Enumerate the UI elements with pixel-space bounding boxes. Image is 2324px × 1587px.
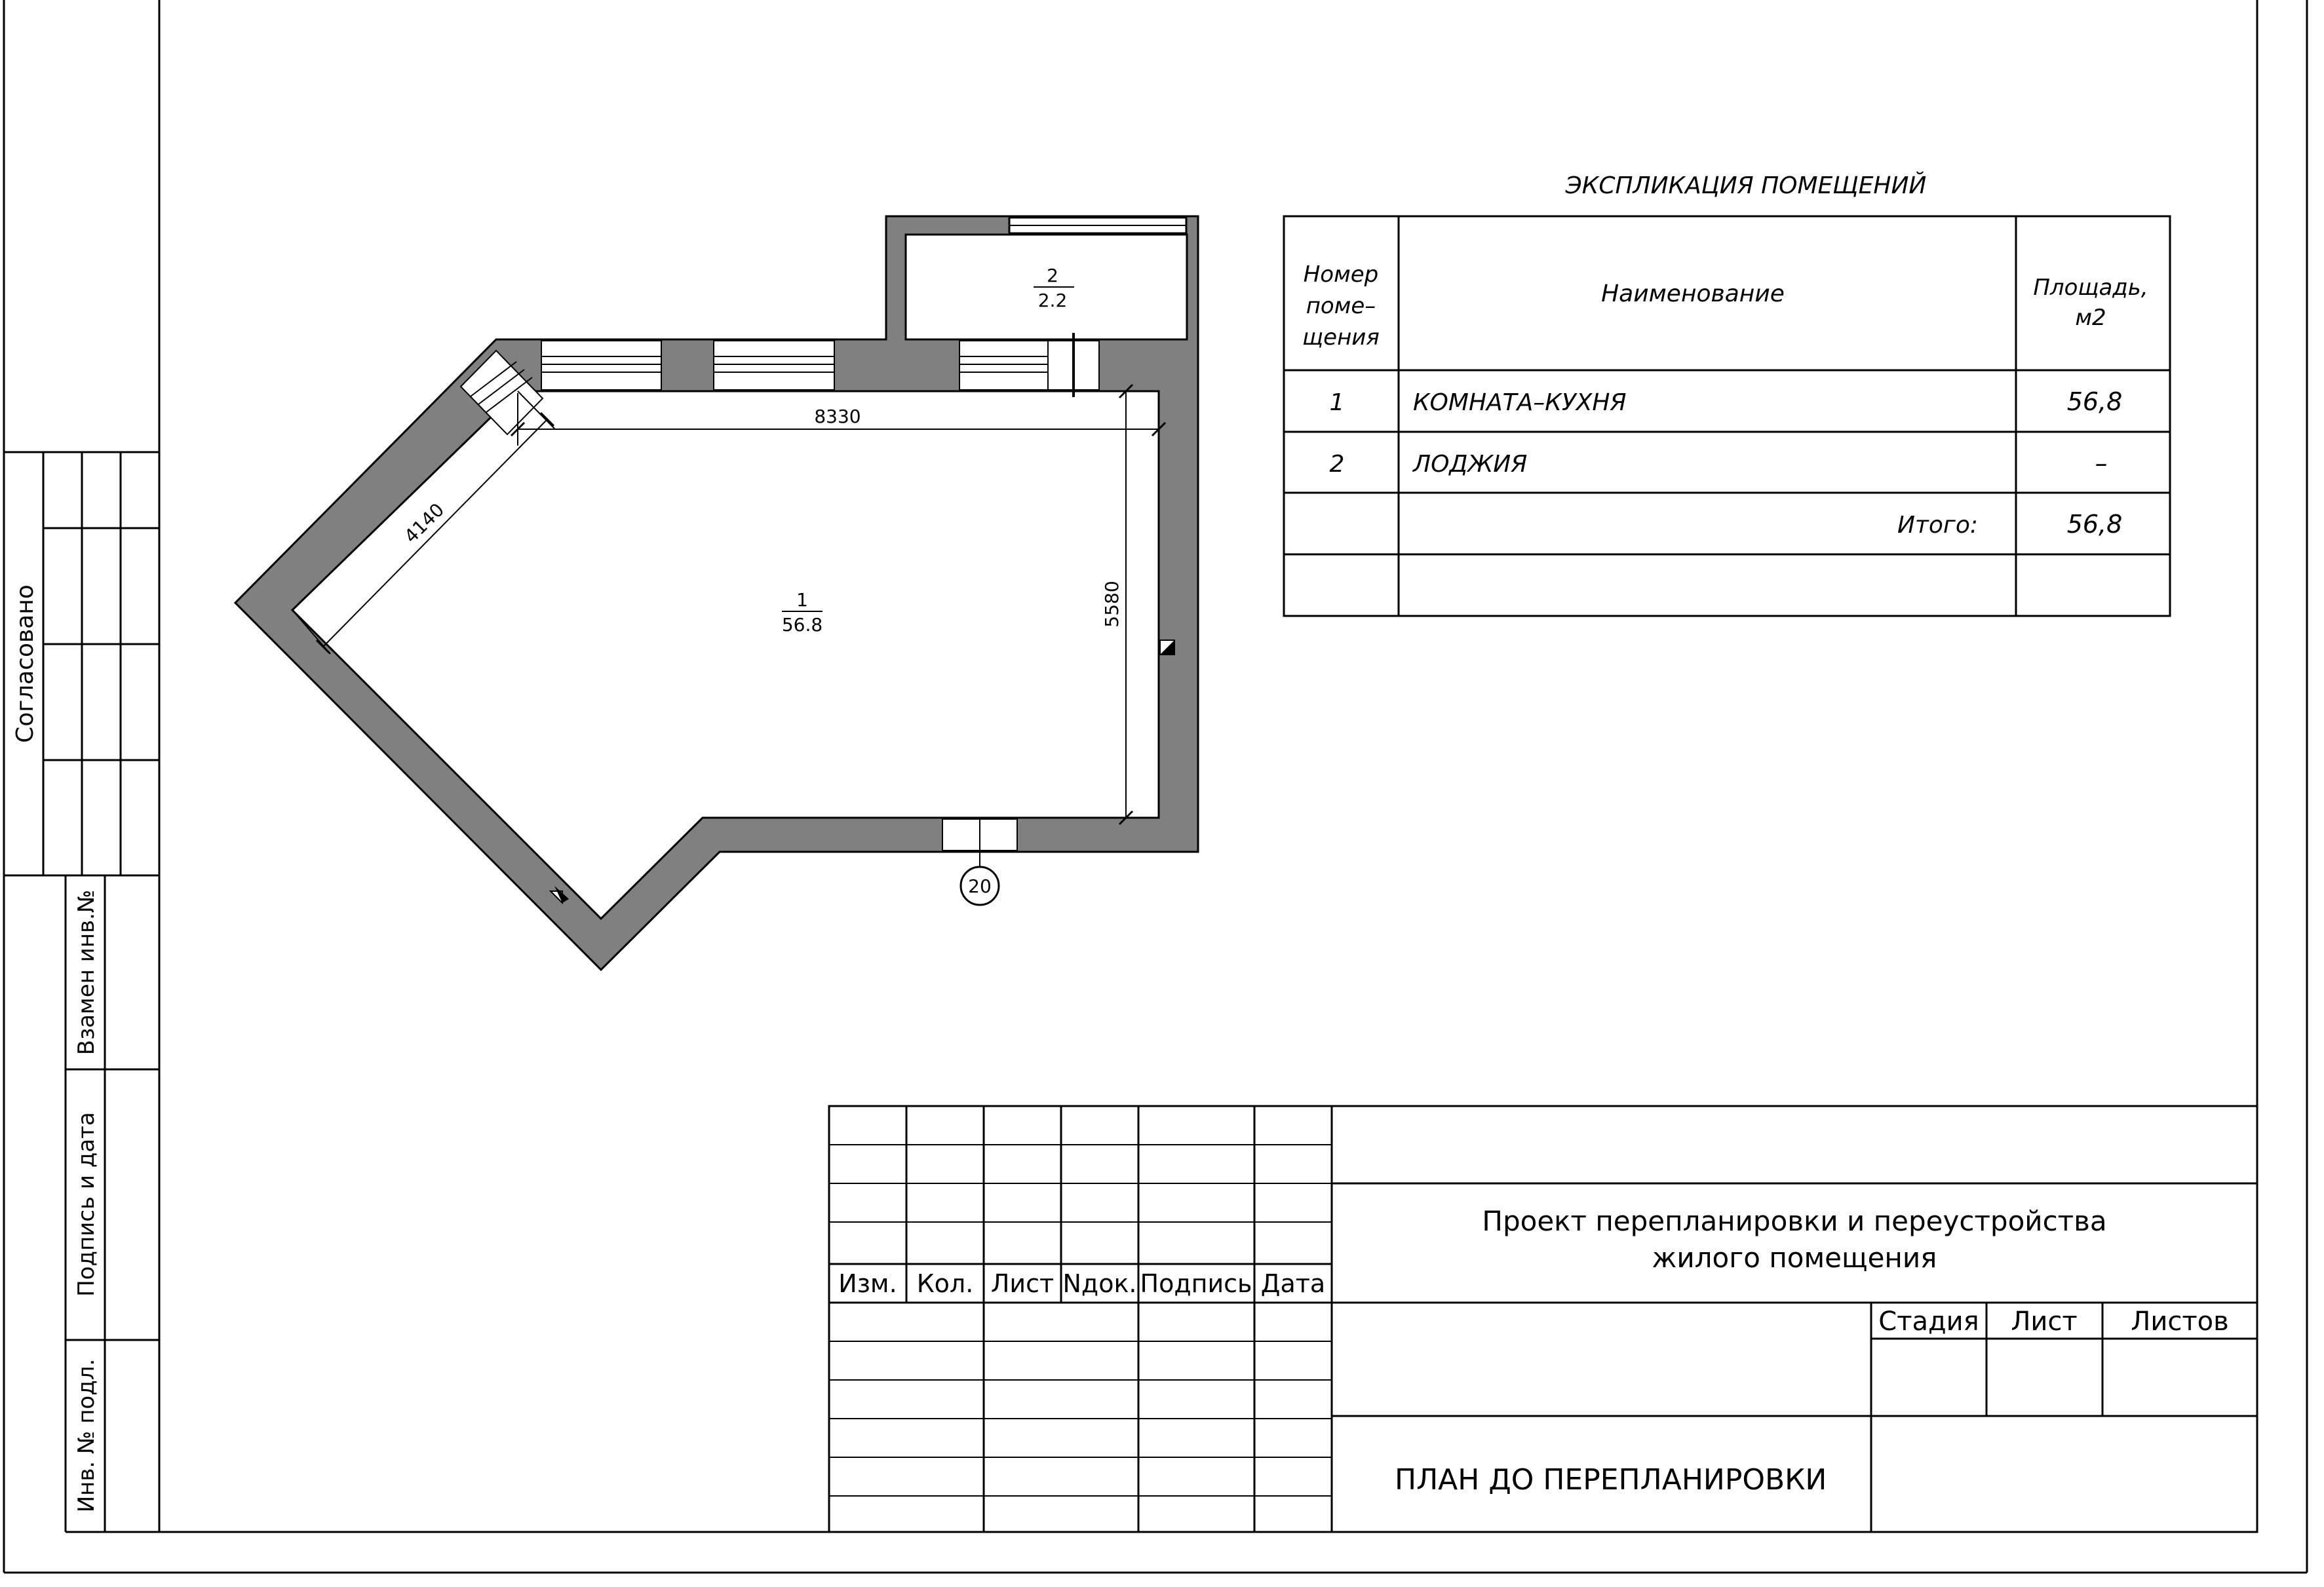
svg-text:Проект перепланировки и переус: Проект перепланировки и переустройства <box>1482 1205 2107 1237</box>
balcony-door <box>1048 333 1099 397</box>
svg-text:2: 2 <box>1047 265 1058 286</box>
revision-headers <box>838 1269 1325 1298</box>
stage-label: Стадия <box>1878 1307 1979 1337</box>
svg-text:жилого помещения: жилого помещения <box>1652 1242 1937 1274</box>
explication-title: ЭКСПЛИКАЦИЯ ПОМЕЩЕНИЙ <box>1565 172 1927 199</box>
svg-text:щения: щения <box>1302 324 1380 351</box>
svg-text:Изм.: Изм. <box>838 1269 897 1298</box>
dimension-top-label: 8330 <box>814 406 861 427</box>
replaced-inv-label: Взамен инв.№ <box>73 889 100 1056</box>
entrance-door <box>942 819 1017 851</box>
sheets-label: Листов <box>2131 1307 2229 1337</box>
svg-text:20: 20 <box>968 875 992 897</box>
svg-text:56.8: 56.8 <box>781 614 823 636</box>
svg-text:поме–: поме– <box>1306 293 1376 319</box>
axis-marker <box>961 852 999 905</box>
signature-date-label: Подпись и дата <box>73 1112 100 1297</box>
svg-text:ЛОДЖИЯ: ЛОДЖИЯ <box>1413 451 1528 478</box>
svg-text:–: – <box>2095 449 2108 478</box>
sheet-label: Лист <box>2011 1307 2078 1337</box>
svg-text:Nдок.: Nдок. <box>1062 1269 1137 1298</box>
svg-text:Наименование: Наименование <box>1601 280 1785 307</box>
svg-text:м2: м2 <box>2075 305 2106 331</box>
svg-text:Итого:: Итого: <box>1897 512 1978 539</box>
explication-total <box>1897 510 2122 539</box>
window-3 <box>959 341 1048 390</box>
explication-row <box>1330 449 2108 478</box>
floor-plan <box>235 216 1198 970</box>
svg-text:Кол.: Кол. <box>916 1269 974 1298</box>
svg-text:Подпись: Подпись <box>1140 1269 1252 1298</box>
svg-text:КОМНАТА–КУХНЯ: КОМНАТА–КУХНЯ <box>1413 389 1627 416</box>
agreed-label: Согласовано <box>12 584 39 743</box>
svg-text:Лист: Лист <box>990 1269 1055 1298</box>
dimension-right-label: 5580 <box>1101 581 1123 628</box>
room-1-label <box>782 589 823 636</box>
drawing-name: ПЛАН ДО ПЕРЕПЛАНИРОВКИ <box>1395 1463 1827 1497</box>
project-title <box>1482 1205 2106 1274</box>
dimension-diagonal-label: 4140 <box>400 499 449 548</box>
svg-text:1: 1 <box>1329 389 1345 416</box>
inv-no-label: Инв. № подл. <box>73 1358 100 1513</box>
svg-text:Номер: Номер <box>1303 261 1379 288</box>
window-2 <box>714 341 834 390</box>
svg-text:Площадь,: Площадь, <box>2033 275 2148 301</box>
window-1 <box>541 341 661 390</box>
svg-text:56,8: 56,8 <box>2066 387 2123 416</box>
svg-text:Дата: Дата <box>1260 1269 1326 1298</box>
svg-text:56,8: 56,8 <box>2066 510 2123 539</box>
svg-text:2: 2 <box>1329 451 1345 478</box>
shaft-marker-right <box>1160 640 1174 655</box>
explication-header <box>1302 261 2148 351</box>
svg-text:1: 1 <box>796 589 808 611</box>
explication-row <box>1330 387 2123 416</box>
svg-text:2.2: 2.2 <box>1037 290 1068 311</box>
